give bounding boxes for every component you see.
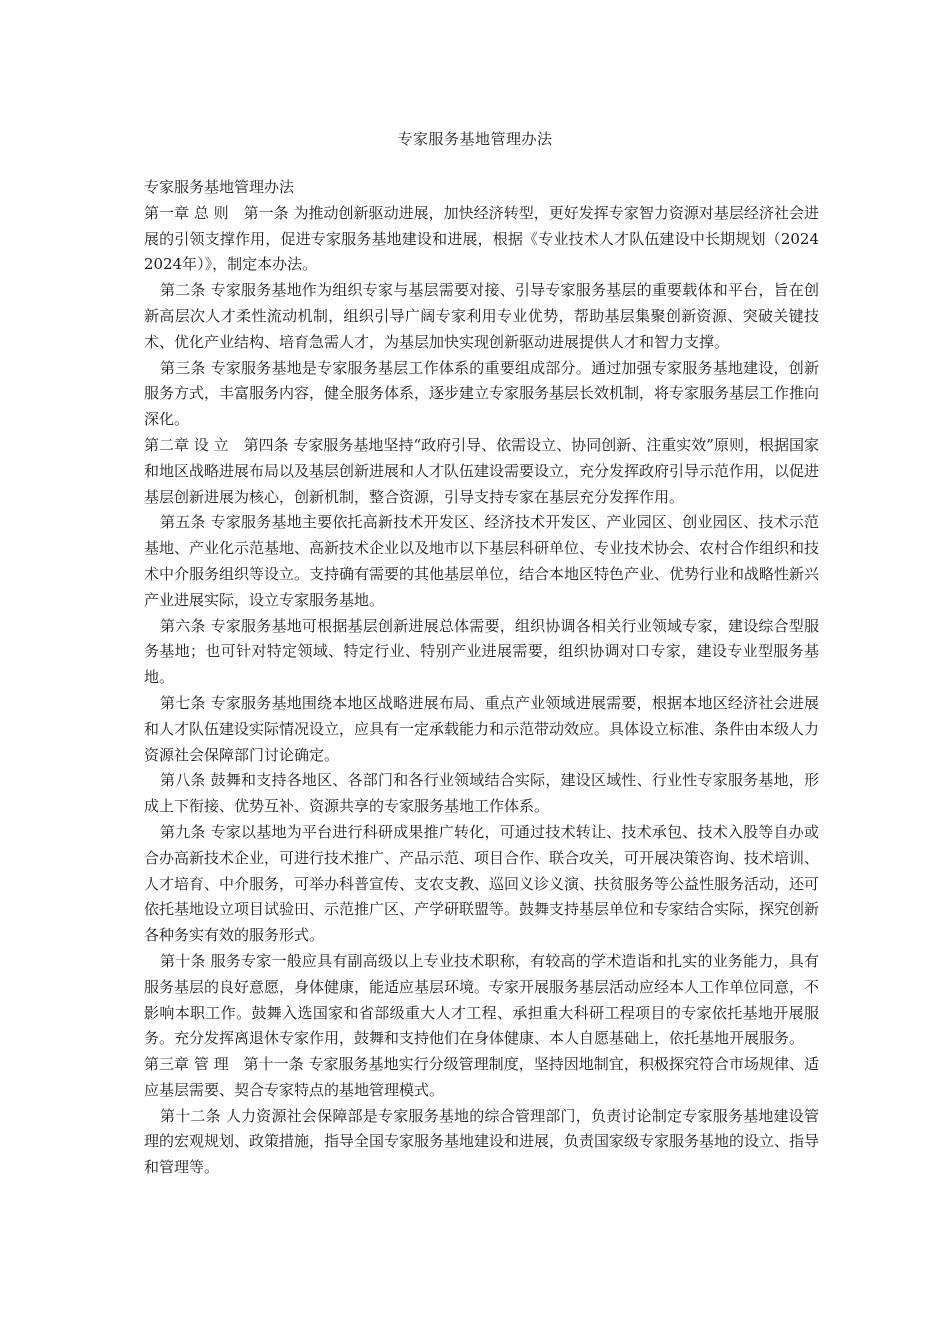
article-paragraph: 第一章 总 则 第一条 为推动创新驱动进展，加快经济转型，更好发挥专家智力资源对基层经济社会进展的引领支撑作用，促进专家服务基地建设和进展，根据《专业技术人才队伍建设中长期规划（20242024年）》，制定本办法。 xyxy=(144,203,819,274)
article-paragraph: 第六条 专家服务基地可根据基层创新进展总体需要，组织协调各相关行业领域专家，建设综合型服务基地；也可针对特定领域、特定行业、特别产业进展需要，组织协调对口专家，建设专业型服务基地。 xyxy=(144,616,819,687)
article-paragraph: 第九条 专家以基地为平台进行科研成果推广转化，可通过技术转让、技术承包、技术入股等自办或合办高新技术企业，可进行技术推广、产品示范、项目合作、联合攻关，可开展决策咨询、技术培训、人才培育、中介服务，可举办科普宣传、支农支教、巡回义诊义演、扶贫服务等公益性服务活动，还可依托基地设立项目试验田、示范推广区、产学研联盟等。鼓舞支持基层单位和专家结合实际，探究创新各种务实有效的服务形式。 xyxy=(144,822,820,945)
article-paragraph: 第七条 专家服务基地围绕本地区战略进展布局、重点产业领域进展需要，根据本地区经济社会进展和人才队伍建设实际情况设立，应具有一定承载能力和示范带动效应。具体设立标准、条件由本级人力资源社会保障部门讨论确定。 xyxy=(144,693,820,764)
article-paragraph: 第三条 专家服务基地是专家服务基层工作体系的重要组成部分。通过加强专家服务基地建设，创新服务方式，丰富服务内容，健全服务体系，逐步建立专家服务基层长效机制，将专家服务基层工作推向深化。 xyxy=(144,358,820,429)
article-paragraph: 第十条 服务专家一般应具有副高级以上专业技术职称，有较高的学术造诣和扎实的业务能力，具有服务基层的良好意愿，身体健康，能适应基层环境。专家开展服务基层活动应经本人工作单位同意，不影响本职工作。鼓舞入选国家和省部级重大人才工程、承担重大科研工程项目的专家依托基地开展服务。充分发挥离退休专家作用，鼓舞和支持他们在身体健康、本人自愿基础上，依托基地开展服务。 xyxy=(144,951,820,1048)
article-paragraph: 第三章 管 理 第十一条 专家服务基地实行分级管理制度，坚持因地制宜，积极探究符合市场规律、适应基层需要、契合专家特点的基地管理模式。 xyxy=(144,1055,819,1099)
document-title: 专家服务基地管理办法 xyxy=(397,130,553,148)
document-body xyxy=(144,175,819,1181)
article-paragraph: 第二章 设 立 第四条 专家服务基地坚持“政府引导、依需设立、协同创新、注重实效”原则，根据国家和地区战略进展布局以及基层创新进展和人才队伍建设需要设立，充分发挥政府引导示范作用，以促进基层创新进展为核心，创新机制，整合资源，引导支持专家在基层充分发挥作用。 xyxy=(144,435,820,506)
article-paragraph: 第十二条 人力资源社会保障部是专家服务基地的综合管理部门，负责讨论制定专家服务基地建设管理的宏观规划、政策措施，指导全国专家服务基地建设和进展，负责国家级专家服务基地的设立、指导和管理等。 xyxy=(144,1106,820,1177)
article-paragraph: 第五条 专家服务基地主要依托高新技术开发区、经济技术开发区、产业园区、创业园区、技术示范基地、产业化示范基地、高新技术企业以及地市以下基层科研单位、专业技术协会、农村合作组织和技术中介服务组织等设立。支持确有需要的其他基层单位，结合本地区特色产业、优势行业和战略性新兴产业进展实际，设立专家服务基地。 xyxy=(144,513,820,609)
document-subtitle: 专家服务基地管理办法 xyxy=(144,178,295,196)
article-paragraph: 第二条 专家服务基地作为组织专家与基层需要对接、引导专家服务基层的重要载体和平台，旨在创新高层次人才柔性流动机制，组织引导广阔专家利用专业优势，帮助基层集聚创新资源、突破关键技术、优化产业结构、培育急需人才，为基层加快实现创新驱动进展提供人才和智力支撑。 xyxy=(144,281,819,351)
article-paragraph: 第八条 鼓舞和支持各地区、各部门和各行业领域结合实际，建设区域性、行业性专家服务基地，形成上下衔接、优势互补、资源共享的专家服务基地工作体系。 xyxy=(144,771,819,816)
